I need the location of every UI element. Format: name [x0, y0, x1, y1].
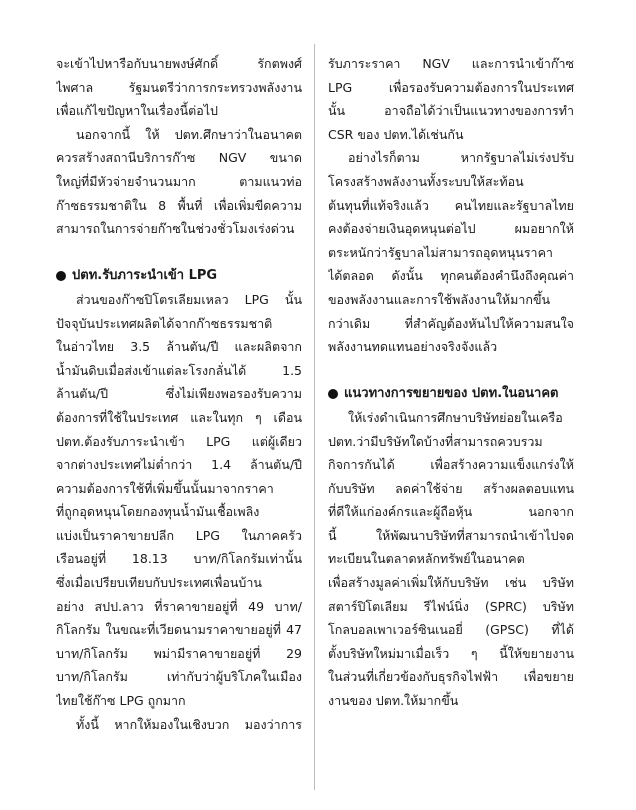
text-line: ตระหนักว่ารัฐบาลไม่สามารถอุดหนุนราคา [328, 244, 553, 260]
paragraph [328, 146, 574, 358]
text-line: เรือนอยู่ที่ 18.13 บาท/กิโลกรัมเท่านั้น [56, 551, 302, 567]
text-line: โกลบอลเพาเวอร์ซินเนอยี่ (GPSC) ที่ได้ [328, 622, 574, 638]
paragraph [56, 713, 302, 737]
text-line: ทั้งนี้ หากให้มองในเชิงบวก มองว่าการ [76, 716, 302, 732]
text-line: ที่ดีให้แก่องค์กรและผู้ถือหุ้น นอกจาก [328, 504, 574, 520]
text-line: ทะเบียนในตลาดหลักทรัพย์ในอนาคต [328, 551, 525, 567]
text-line: กิโลกรัม ในขณะที่เวียดนามราคาขายอยู่ที่ 47 [56, 622, 302, 638]
text-line: สตาร์ปิโตเลียม รีไฟน์นิ่ง (SPRC) บริษัท [328, 598, 574, 614]
text-line: งานของ ปตท.ให้มากขึ้น [328, 693, 459, 709]
text-line: พลังงานทดแทนอย่างจริงจังแล้ว [328, 339, 498, 355]
text-line: บาท/กิโลกรัม พม่ามีราคาขายอยู่ที่ 29 [56, 645, 302, 661]
section-gap [328, 359, 574, 383]
text-line: เพื่อสร้างมูลค่าเพิ่มให้กับบริษัท เช่น บริษัท [328, 575, 574, 591]
section-heading [328, 382, 574, 406]
text-line: กิจการกันได้ เพื่อสร้างความแข็งแกร่งให้ [328, 457, 574, 473]
text-line: ส่วนของก๊าซปิโตรเลียมเหลว LPG นั้น [76, 291, 302, 307]
text-line: ปัจจุบันประเทศผลิตได้จากก๊าซธรรมชาติ [56, 315, 273, 331]
left-column [56, 52, 302, 736]
text-line: จากต่างประเทศไม่ต่ำกว่า 1.4 ล้านตัน/ปี [56, 457, 302, 473]
paragraph [56, 123, 302, 241]
paragraph [56, 288, 302, 713]
paragraph [56, 52, 302, 123]
text-line: รับภาระราคา NGV และการนำเข้าก๊าซ [328, 56, 574, 71]
text-line: เพื่อแก้ไขปัญหาในเรื่องนี้ต่อไป [56, 103, 218, 119]
text-line: กับบริษัท ลดค่าใช้จ่าย สร้างผลตอบแทน [328, 480, 574, 496]
text-line: ก๊าซธรรมชาติใน 8 พื้นที่ เพื่อเพิ่มขีดความ [56, 197, 302, 213]
text-line: สามารถในการจ่ายก๊าซในช่วงชั่วโมงเร่งด่วน [56, 221, 295, 237]
text-line: ในส่วนที่เกี่ยวข้องกับธุรกิจไฟฟ้า เพื่อขยาย [328, 669, 574, 685]
text-line: อย่าง สปป.ลาว ที่ราคาขายอยู่ที่ 49 บาท/ [56, 598, 302, 614]
section-heading [56, 264, 302, 288]
text-line: ความต้องการใช้ที่เพิ่มขึ้นนั้นมาจากราคา [56, 480, 274, 496]
text-line: CSR ของ ปตท.ได้เช่นกัน [328, 126, 464, 142]
section-heading-text: แนวทางการขยายของ ปตท.ในอนาคต [344, 386, 559, 402]
text-line: ได้ตลอด ดังนั้น ทุกคนต้องคำนึงถึงคุณค่า [328, 268, 574, 284]
text-line: ไพศาล รัฐมนตรีว่าการกระทรวงพลังงาน [56, 79, 302, 95]
text-line: ควรสร้างสถานีบริการก๊าซ NGV ขนาด [56, 150, 302, 166]
paragraph [328, 52, 574, 146]
text-line: บาท/กิโลกรัม เท่ากับว่าผู้บริโภคในเมือง [56, 669, 302, 685]
text-line: โครงสร้างพลังงานทั้งระบบให้สะท้อน [328, 173, 524, 189]
text-line: ของพลังงานและการใช้พลังงานให้มากขึ้น [328, 291, 551, 307]
text-line: ตั้งบริษัทใหม่มาเมื่อเร็ว ๆ นี้ให้ขยายงาน [328, 645, 574, 661]
text-line: นอกจากนี้ ให้ ปตท.ศึกษาว่าในอนาคต [76, 126, 302, 142]
text-line: ล้านตัน/ปี ซึ่งไม่เพียงพอรองรับความ [56, 386, 302, 402]
text-line: ในอ่าวไทย 3.5 ล้านตัน/ปี และผลิตจาก [56, 339, 302, 355]
column-divider [314, 44, 315, 790]
text-line: ซึ่งเมื่อเปรียบเทียบกับประเทศเพื่อนบ้าน [56, 575, 262, 591]
right-column [328, 52, 574, 713]
text-line: จะเข้าไปหารือกับนายพงษ์ศักดิ์ รักตพงศ์ [56, 56, 302, 71]
text-line: น้ำมันดิบเมื่อส่งเข้าแต่ละโรงกลั่นได้ 1.5 [56, 362, 302, 378]
text-line: ใหญ่ที่มีหัวจ่ายจำนวนมาก ตามแนวท่อ [56, 173, 302, 189]
section-gap [56, 241, 302, 265]
text-line: อย่างไรก็ตาม หากรัฐบาลไม่เร่งปรับ [348, 150, 574, 166]
text-line: ต้องการที่ใช้ในประเทศ และในทุก ๆ เดือน [56, 409, 302, 425]
text-line: ให้เร่งดำเนินการศึกษาบริษัทย่อยในเครือ [348, 409, 563, 425]
paragraph [328, 406, 574, 713]
text-line: แบ่งเป็นราคาขายปลีก LPG ในภาคครัว [56, 527, 302, 543]
text-line: คงต้องจ่ายเงินอุดหนุนต่อไป ผมอยากให้ [328, 221, 574, 237]
text-line: ไทยใช้ก๊าซ LPG ถูกมาก [56, 693, 186, 709]
bullet-icon [56, 271, 66, 281]
text-line: ที่ถูกอุดหนุนโดยกองทุนน้ำมันเชื้อเพลิง [56, 504, 260, 520]
text-line: ปตท.ว่ามีบริษัทใดบ้างที่สามารถควบรวม [328, 433, 543, 449]
text-line: LPG เพื่อรองรับความต้องการในประเทศ [328, 79, 574, 95]
text-line: ปตท.ต้องรับภาระนำเข้า LPG แต่ผู้เดียว [56, 433, 302, 449]
text-line: นั้น อาจถือได้ว่าเป็นแนวทางของการทำ [328, 103, 574, 119]
text-line: กว่าเดิม ที่สำคัญต้องหันไปให้ความสนใจ [328, 315, 574, 331]
text-line: ต้นทุนที่แท้จริงแล้ว คนไทยและรัฐบาลไทย [328, 197, 574, 213]
text-line: นี้ ให้พัฒนาบริษัทที่สามารถนำเข้าไปจด [328, 527, 574, 543]
bullet-icon [328, 389, 338, 399]
section-heading-text: ปตท.รับภาระนำเข้า LPG [72, 268, 218, 284]
